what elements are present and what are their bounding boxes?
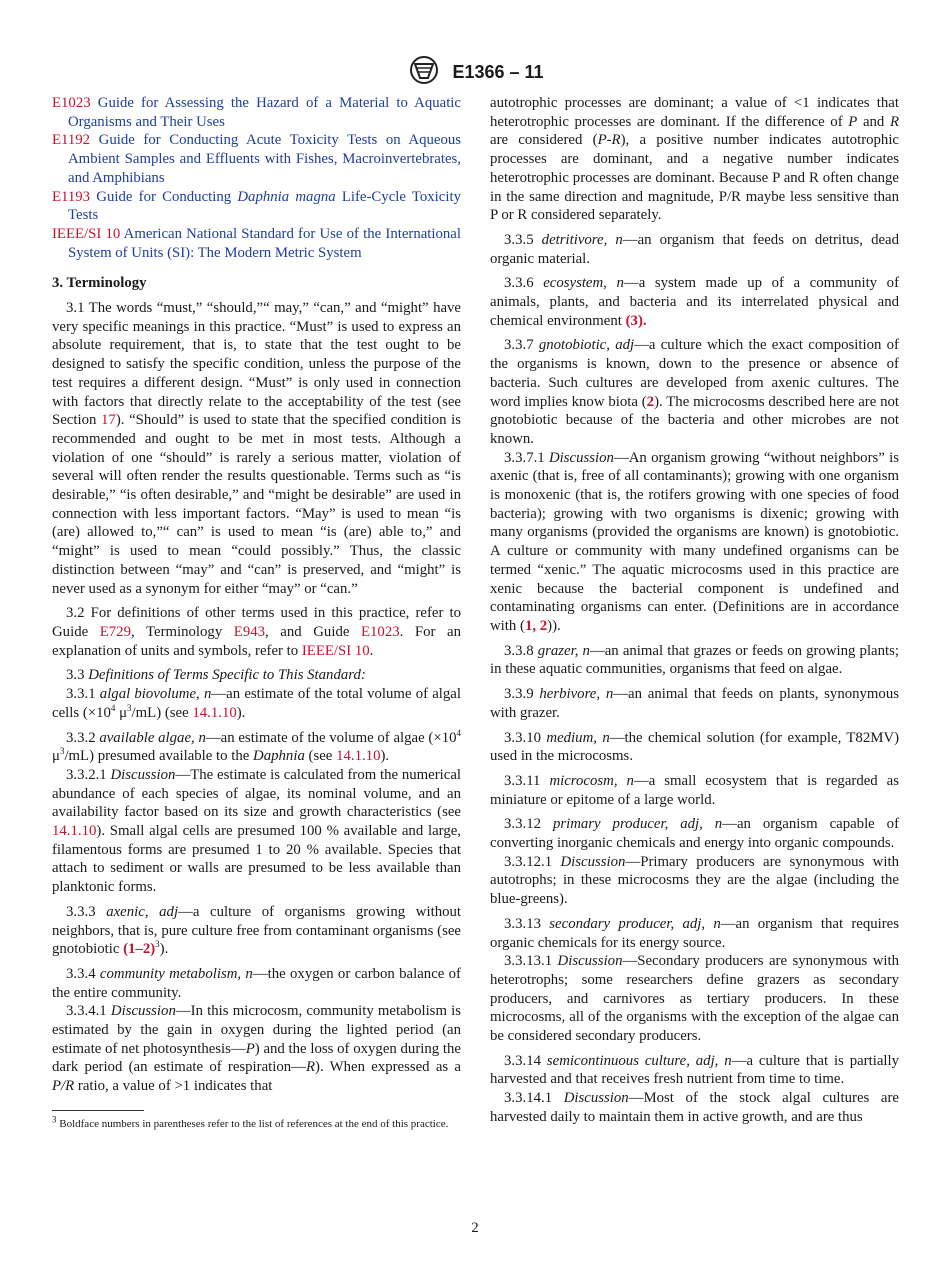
definition-3-3-11: 3.3.11 microcosm, n—a small ecosystem that is regarded as miniature or epitome of a large world. [490,772,899,808]
doc-link-e1023[interactable]: E1023 [360,623,400,640]
doc-link-e729[interactable]: E729 [99,623,131,640]
section-heading: 3. Terminology [52,275,147,292]
discussion-3-3-2-1: 3.3.2.1 Discussion—The estimate is calculated from the numerical abundance of each species of algae, its nominal volume, and an availability factor based on its size and growth characteristics (see 14.1.10). Small algal cells are presumed 100 % available and large, filamentous forms are presumed 1 to 20 % available. Species that attach to sediment or walls are presumed to be less available than planktonic forms. [52,766,462,896]
paragraph-3-2: 3.2 For definitions of other terms used in this practice, refer to Guide E729, Terminology E943, and Guide E1023. For an explanation of units and symbols, refer to IEEE/SI 10. [52,605,461,659]
definition-3-3-13: 3.3.13 secondary producer, adj, n—an organism that requires organic chemicals for its energy source. [490,915,900,951]
left-column [52,94,461,1132]
reference-code-link[interactable]: E1023 [52,95,91,111]
standard-designation: E1366 – 11 [452,62,544,82]
paragraph-3-3: 3.3 Definitions of Terms Specific to This Standard: [66,667,366,684]
definition-3-3-5: 3.3.5 detritivore, n—an organism that feeds on detritus, dead organic material. [490,231,899,267]
page-number: 2 [471,1220,479,1236]
page-header [0,55,950,90]
definition-3-3-12: 3.3.12 primary producer, adj, n—an organism capable of converting inorganic chemicals and energy into organic compounds. [490,816,899,852]
section-link[interactable]: 17 [101,412,116,429]
definition-3-3-9: 3.3.9 herbivore, n—an animal that feeds on plants, synonymous with grazer. [490,686,899,721]
discussion-3-3-4-1: 3.3.4.1 Discussion—In this microcosm, community metabolism is estimated by the gain in oxygen during the lighted period (an estimate of net photosynthesis—P) and the loss of oxygen during the dark period (an estimate of respiration—R). When expressed as a P/R ratio, a value of >1 indicates that [52,1003,461,1095]
doc-link-e943[interactable]: E943 [233,623,266,640]
section-link[interactable]: 14.1.10 [52,823,97,840]
reference-item [52,188,461,225]
definition-3-3-4: 3.3.4 community metabolism, n—the oxygen or carbon balance of the entire community. [52,965,461,1001]
discussion-3-3-13-1: 3.3.13.1 Discussion—Secondary producers are synonymous with heterotrophs; some researchers define grazers as secondary producers, and carnivores as tertiary producers. In these microcosms, all of the organisms with the exception of the algae can be considered secondary producers. [490,953,899,1045]
doc-link-ieee[interactable]: IEEE/SI 10 [301,642,370,659]
continued-paragraph: autotrophic processes are dominant; a value of <1 indicates that heterotrophic processes are dominant. If the difference of P and R are considered (P-R), a positive number indicates autotrophic processes are dominant, and a negative number indicates heterotrophic processes are dominant. Because P and R often change in the same direction and magnitude, P/R maybe less sensitive than P or R considered separately. [490,95,900,224]
definition-3-3-2: 3.3.2 available algae, n—an estimate of the volume of algae ($\times 10^4$ $\mu^3/mL$) presumed available to the Daphnia (see 14.1.10). [52,727,461,765]
reference-code-link[interactable]: E1192 [52,132,91,149]
definition-3-3-3: 3.3.3 axenic, adj—a culture of organisms growing without neighbors, that is, pure culture free from contaminant organisms (see gnotobiotic $(1-2)^3$). [52,903,461,958]
reference-item [52,94,461,131]
reference-code-link[interactable]: IEEE/SI 10 [52,225,121,242]
citation-link[interactable]: (1–2) [123,941,156,958]
definition-3-3-8: 3.3.8 grazer, n—an animal that grazes or feeds on growing plants; in these aquatic communities, organisms that feed on algae. [490,642,900,678]
footnote-rule [52,1110,144,1111]
right-column [490,94,899,1127]
discussion-3-3-12-1: 3.3.12.1 Discussion—Primary producers are synonymous with autotrophs; in these microcosms they are the algae (including the blue-greens). [490,853,899,908]
definition-3-3-14: 3.3.14 semicontinuous culture, adj, n—a culture that is partially harvested and that receives fresh nutrient from time to time. [490,1052,900,1088]
astm-logo-icon [406,55,442,90]
definition-3-3-7: 3.3.7 gnotobiotic, adj—a culture which the exact composition of the organisms is known, down to the presence or absence of bacteria. Such cultures are developed from axenic cultures. The word implies know biota (2). The microcosms described here are not gnotobiotic because of the bacteria and other microbes are not known. [490,337,900,447]
paragraph-3-1: 3.1 The words “must,” “should,”“ may,” “can,” and “might” have very specific meanings in this practice. “Must” is used to express an absolute requirement, that is, to state that the test ought to be designed to satisfy the specific condition, unless the purpose of the test requires a different design. “Must” is only used in connection with factors that directly relate to the acceptability of the test (see Section 17). “Should” is used to state that the specified condition is recommended and ought to be met in most tests. Although a violation of one “should” is rarely a serious matter, violation of several will often render the results questionable. Terms such as “is desirable,” “is often desirable,” and “might be desirable” are used in connection with less important factors. “May” is used to mean “is (are) allowed to,”“ can” is used to mean “is (are) able to,” and “might” is used to mean “could possibly.” Thus, the classic distinction between “may” and “can” is preserved, and “might” is never used as a synonym for either “may” or “can.” [52,300,462,597]
section-link[interactable]: 14.1.10 [336,748,381,765]
reference-title-link[interactable]: American National Standard for Use of the International System of Units (SI): The Modern Metric System [68,225,461,261]
reference-title-link[interactable]: Guide for Assessing the Hazard of a Material to Aquatic Organisms and Their Uses [68,95,461,130]
citation-link[interactable]: 2 [646,393,655,410]
discussion-3-3-7-1: 3.3.7.1 Discussion—An organism growing “without neighbors” is axenic (that is, free of all contaminants); growing with one organism is monoxenic (that is, the rotifers growing with one species of food bacteria); growing with two organisms is dixenic; growing with many organisms (provided the organisms are known) is gnotobiotic. A culture or community with many undefined organisms can be termed “xenic.” The aquatic microcosms used in this practice are xenic because the bacterial component is undefined and contaminating organisms can enter. (Definitions are in accordance with (1, 2)). [490,449,899,634]
discussion-3-3-14-1: 3.3.14.1 Discussion—Most of the stock algal cultures are harvested daily to maintain them in active growth, and are thus [490,1090,899,1125]
footnote: $^3$ Boldface numbers in parentheses refer to the list of references at the end of this practice. [52,1114,449,1130]
citation-link[interactable]: 1, 2 [524,617,548,634]
reference-title-link[interactable]: Guide for Conducting Daphnia magna Life-Cycle Toxicity Tests [68,188,461,224]
reference-title-link[interactable]: Guide for Conducting Acute Toxicity Tests on Aqueous Ambient Samples and Effluents with Fishes, Macroinvertebrates, and Amphibians [68,132,461,186]
definition-3-3-6: 3.3.6 ecosystem, n—a system made up of a community of animals, plants, and bacteria and its interrelated physical and chemical environment (3). [490,275,900,329]
reference-item [52,131,461,187]
citation-link[interactable]: (3). [625,312,647,329]
definition-3-3-10: 3.3.10 medium, n—the chemical solution (for example, T82MV) used in the microcosms. [490,729,900,765]
section-link[interactable]: 14.1.10 [192,704,237,721]
reference-code-link[interactable]: E1193 [52,188,91,205]
reference-item [52,225,461,262]
definition-3-3-1: 3.3.1 algal biovolume, n—an estimate of the total volume of algal cells ($\times 10^4$ $\mu^3/mL$) (see 14.1.10). [52,686,461,721]
